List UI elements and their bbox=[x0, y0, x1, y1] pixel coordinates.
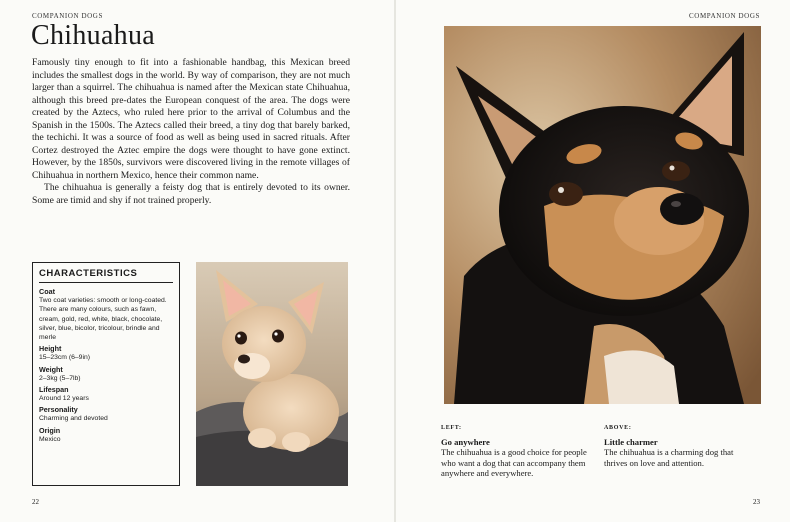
characteristic-personality bbox=[39, 405, 173, 423]
caption-tag: ABOVE: bbox=[604, 425, 632, 431]
caption-tag: LEFT: bbox=[441, 425, 462, 431]
page-number-right: 23 bbox=[753, 498, 760, 506]
caption-left bbox=[441, 423, 591, 479]
black-tan-chihuahua-photo bbox=[444, 26, 761, 404]
page-number-left: 22 bbox=[32, 498, 39, 506]
characteristic-value: Around 12 years bbox=[39, 395, 89, 403]
page-title: Chihuahua bbox=[31, 20, 156, 51]
characteristic-label: Personality bbox=[39, 405, 78, 415]
caption-title: Little charmer bbox=[604, 436, 658, 447]
running-head-left: COMPANION DOGS bbox=[32, 12, 103, 20]
caption-text: The chihuahua is a charming dog that thrives on love and attention. bbox=[604, 447, 734, 468]
characteristic-label: Weight bbox=[39, 364, 63, 374]
characteristic-value: Mexico bbox=[39, 435, 61, 443]
caption-text: The chihuahua is a good choice for people who want a dog that can accompany them anywhere and everywhere. bbox=[441, 447, 587, 479]
body-paragraph: The chihuahua is generally a feisty dog that is entirely devoted to its owner. Some are timid and shy if not trained properly. bbox=[32, 182, 350, 206]
running-head-right: COMPANION DOGS bbox=[689, 12, 760, 20]
characteristic-value: 15–23cm (6–9in) bbox=[39, 354, 91, 362]
characteristics-box bbox=[32, 262, 180, 486]
characteristic-weight bbox=[39, 365, 173, 383]
characteristic-label: Origin bbox=[39, 425, 61, 435]
fawn-chihuahua-photo bbox=[196, 262, 348, 486]
body-paragraph: Famously tiny enough to fit into a fashionable handbag, this Mexican breed includes the smallest dogs in the world. By way of comparison, they are not much larger than a squirrel. The chihuahua is named after the Mexican state Chihuahua, although this breed pre-dates the European conquest of the area. The dogs were created by the Aztecs, who ruled here prior to the arrival of Columbus and the Spanish in the 1500s. The Aztecs called their breed, a tiny dog that barely barked, the techichi. It was a source of food as well as being used in sacred rituals. After Cortez destroyed the Aztec empire the dogs were thought to have gone extinct. However, by the 1850s, survivors were discovered living in the remote villages of Chihuahua in northern Mexico, hence their common name. bbox=[32, 57, 350, 181]
body-text bbox=[32, 57, 350, 207]
characteristic-lifespan bbox=[39, 385, 173, 403]
characteristic-value: Charming and devoted bbox=[39, 415, 108, 423]
caption-title: Go anywhere bbox=[441, 436, 490, 447]
characteristic-origin bbox=[39, 426, 173, 444]
characteristic-value: Two coat varieties: smooth or long-coated. There are many colours, such as fawn, cream, gold, red, white, black, chocolate, silver, blue, bicolor, tricolour, brindle and merle bbox=[39, 297, 167, 342]
characteristic-value: 2–3kg (5–7lb) bbox=[39, 374, 81, 382]
characteristics-title: CHARACTERISTICS bbox=[39, 268, 173, 283]
characteristic-coat bbox=[39, 287, 173, 342]
right-page bbox=[396, 0, 790, 522]
left-page bbox=[0, 0, 394, 522]
characteristic-height bbox=[39, 344, 173, 362]
characteristic-label: Height bbox=[39, 344, 62, 354]
characteristic-label: Lifespan bbox=[39, 385, 69, 395]
characteristic-label: Coat bbox=[39, 287, 55, 296]
caption-right bbox=[604, 423, 754, 468]
